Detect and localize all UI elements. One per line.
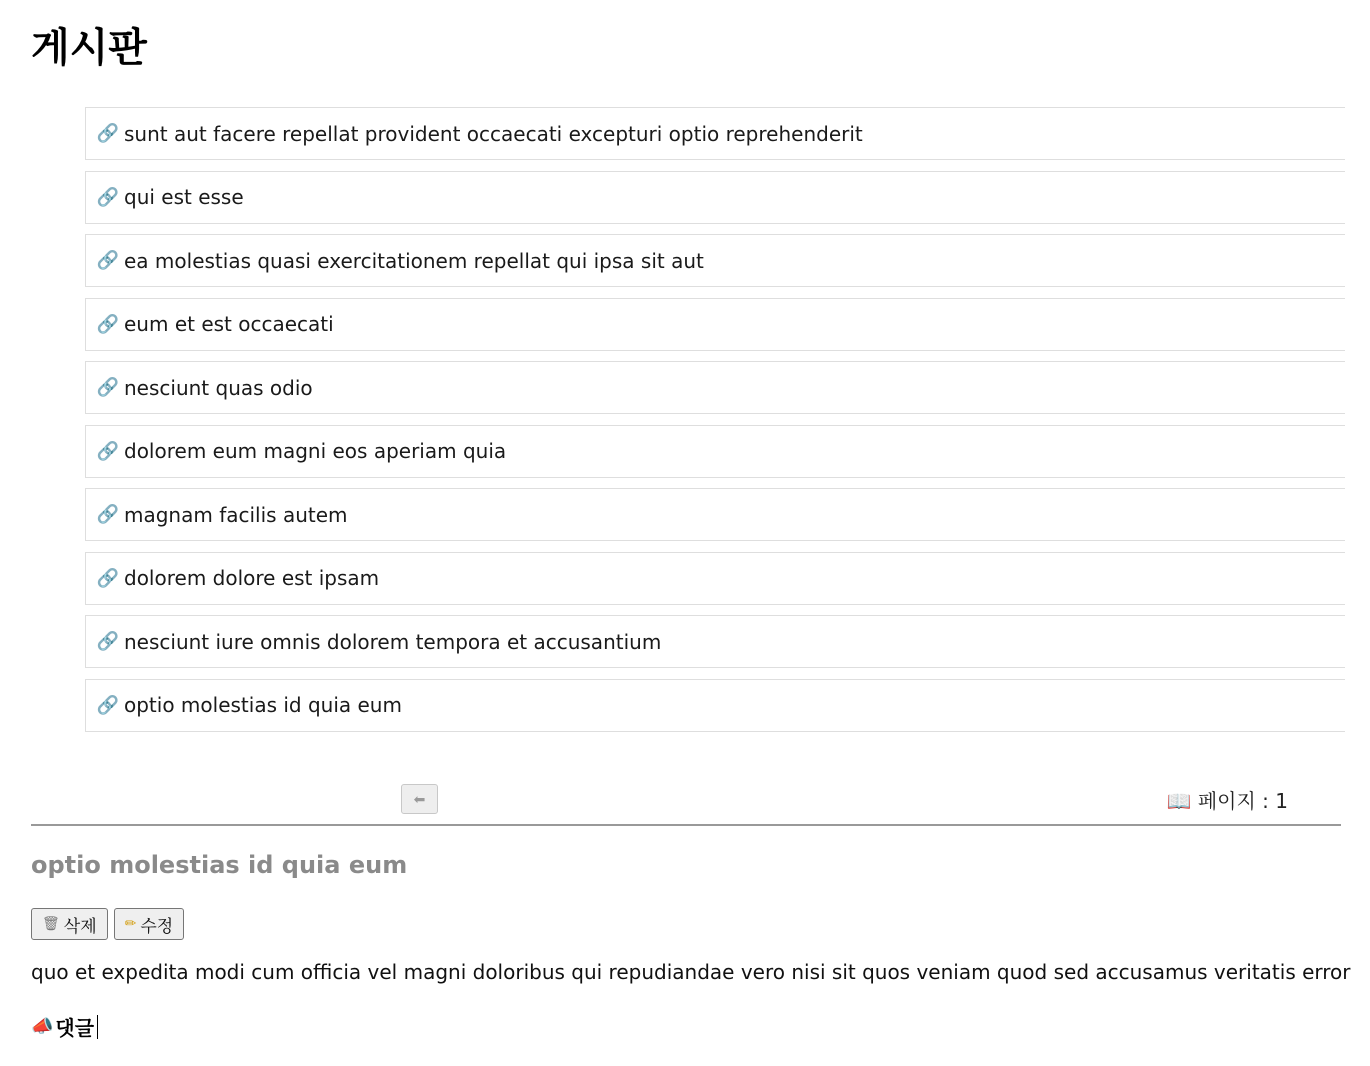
post-detail-title: optio molestias id quia eum — [31, 851, 408, 879]
megaphone-icon: 📣 — [31, 1016, 54, 1037]
post-title: magnam facilis autem — [124, 502, 348, 527]
pencil-icon: ✏ — [124, 916, 137, 932]
edit-button[interactable] — [114, 908, 185, 940]
pagination — [0, 783, 1370, 815]
comments-heading — [31, 1012, 98, 1041]
link-icon: 🔗 — [96, 186, 120, 208]
link-icon: 🔗 — [96, 440, 120, 462]
link-icon: 🔗 — [96, 377, 120, 398]
previous-page-button[interactable] — [401, 784, 438, 814]
book-icon: 📖 — [1166, 789, 1192, 813]
link-icon: 🔗 — [96, 504, 120, 525]
post-title: nesciunt quas odio — [124, 375, 313, 400]
post-list-item[interactable] — [85, 425, 1345, 478]
post-actions — [31, 908, 184, 940]
left-arrow-icon: ⬅ — [413, 790, 426, 807]
text-caret — [97, 1015, 98, 1039]
post-title: nesciunt iure omnis dolorem tempora et accusantium — [124, 629, 662, 654]
delete-button-label: 삭제 — [63, 916, 97, 937]
post-list — [85, 107, 1345, 742]
post-title: qui est esse — [124, 185, 244, 209]
post-list-item[interactable] — [85, 552, 1345, 605]
post-list-item[interactable] — [85, 234, 1345, 287]
edit-button-label: 수정 — [140, 916, 174, 937]
link-icon: 🔗 — [96, 250, 120, 271]
delete-button[interactable] — [31, 908, 108, 940]
post-detail-body: quo et expedita modi cum officia vel magni doloribus qui repudiandae vero nisi sit quos veniam quod sed accusamus veritatis error — [31, 960, 1351, 984]
post-list-item[interactable] — [85, 107, 1345, 160]
trash-icon: 🗑 — [42, 916, 60, 932]
link-icon: 🔗 — [96, 567, 120, 589]
post-list-item[interactable] — [85, 298, 1345, 351]
post-list-item[interactable] — [85, 171, 1345, 224]
page-title: 게시판 — [31, 25, 147, 71]
post-list-item[interactable] — [85, 679, 1345, 732]
post-title: dolorem dolore est ipsam — [124, 566, 380, 590]
post-title: optio molestias id quia eum — [124, 693, 402, 717]
post-title: eum et est occaecati — [124, 312, 334, 336]
section-divider — [31, 824, 1341, 826]
link-icon: 🔗 — [96, 631, 120, 652]
comments-heading-label: 댓글 — [55, 1016, 95, 1040]
page-indicator — [1167, 785, 1288, 814]
link-icon: 🔗 — [96, 123, 120, 144]
post-title: sunt aut facere repellat provident occaecati excepturi optio reprehenderit — [124, 121, 863, 146]
page-indicator-label: 페이지 : 1 — [1197, 789, 1288, 813]
post-list-item[interactable] — [85, 615, 1345, 668]
post-title: dolorem eum magni eos aperiam quia — [124, 439, 507, 463]
post-title: ea molestias quasi exercitationem repellat qui ipsa sit aut — [124, 248, 704, 273]
link-icon: 🔗 — [96, 694, 120, 716]
post-list-item[interactable] — [85, 488, 1345, 541]
link-icon: 🔗 — [96, 313, 120, 335]
post-list-item[interactable] — [85, 361, 1345, 414]
